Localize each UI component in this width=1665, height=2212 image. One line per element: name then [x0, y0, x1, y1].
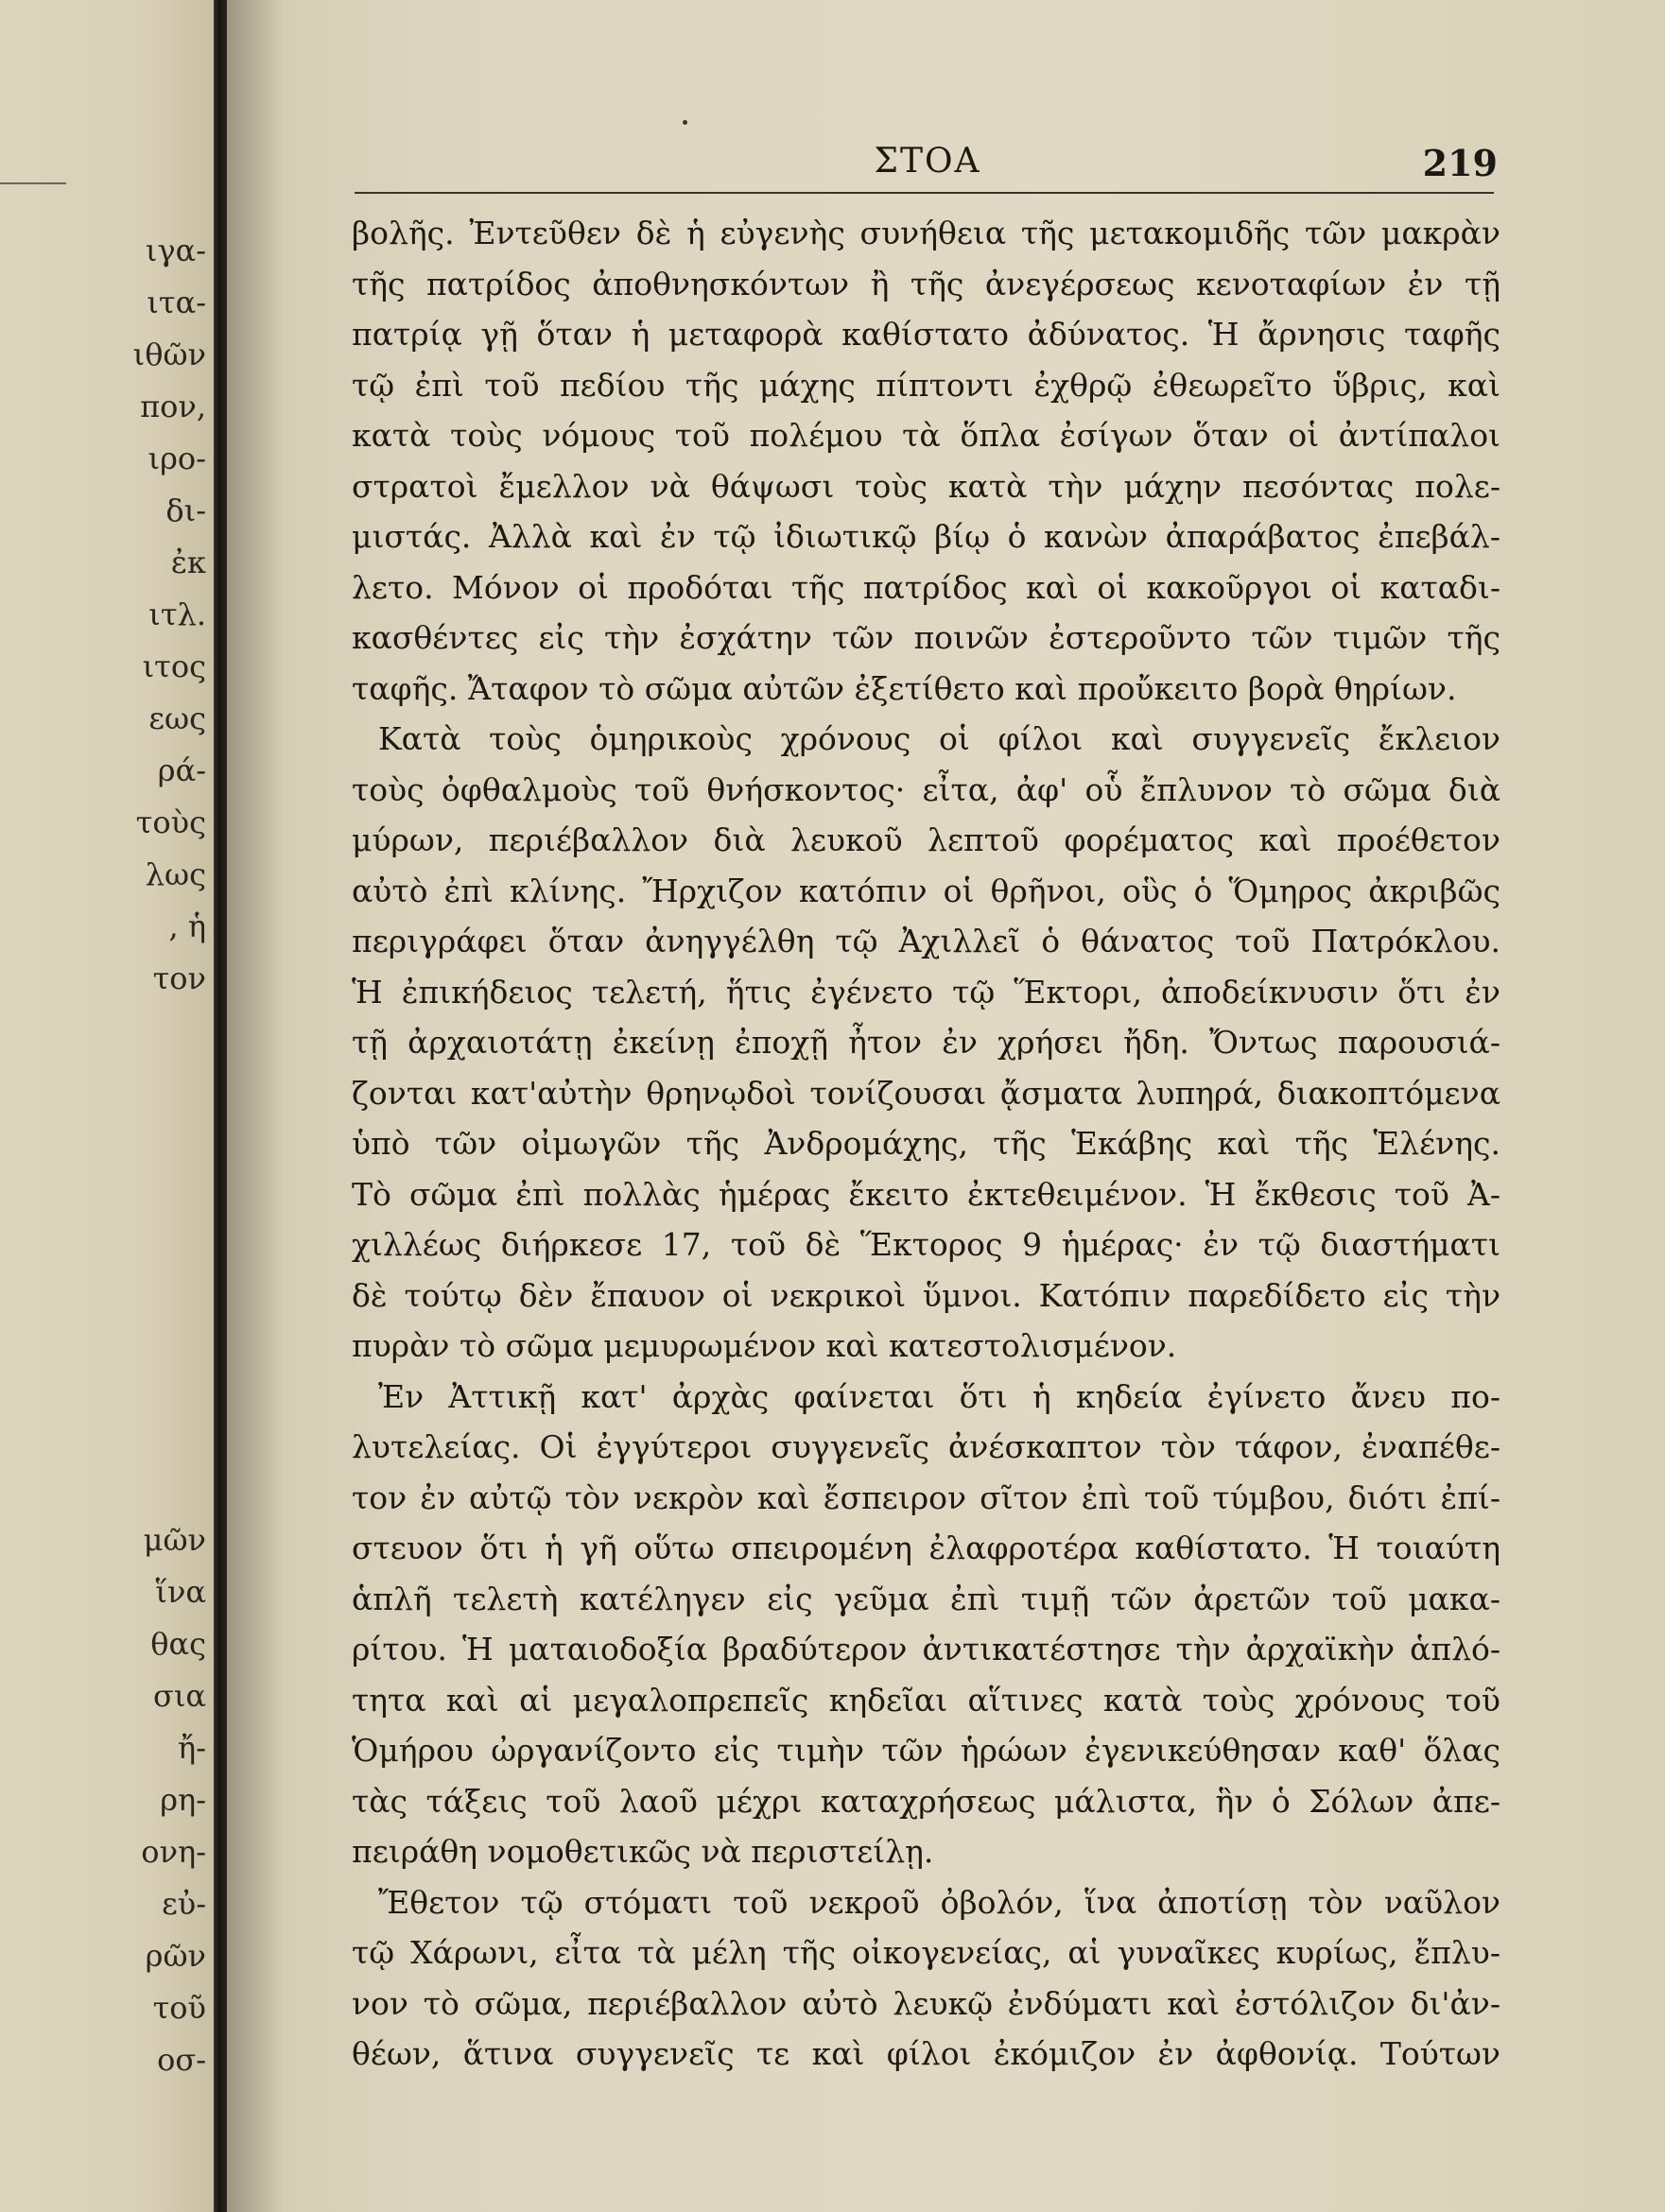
- facing-page-fragment: ρη-: [160, 1782, 206, 1818]
- gutter-shadow: [227, 0, 284, 2212]
- text-line: κασθέντες εἰς τὴν ἐσχάτην τῶν ποινῶν ἐστεροῦντο τῶν τιμῶν τῆς: [352, 619, 1500, 656]
- text-line: μιστάς. Ἀλλὰ καὶ ἐν τῷ ἰδιωτικῷ βίῳ ὁ κανὼν ἀπαράβατος ἐπεβάλ-: [352, 518, 1500, 555]
- facing-page-fragment: λως: [145, 856, 206, 892]
- text-line: ζονται κατ'αὐτὴν θρηνῳδοὶ τονίζουσαι ᾄσματα λυπηρά, διακοπτόμενα: [352, 1074, 1500, 1112]
- facing-page-fragment: μῶν: [143, 1522, 206, 1558]
- text-line: ρίτου. Ἡ ματαιοδοξία βραδύτερον ἀντικατέστησε τὴν ἀρχαϊκὴν ἁπλό-: [352, 1631, 1500, 1668]
- text-line: αὐτὸ ἐπὶ κλίνης. Ἤρχιζον κατόπιν οἱ θρῆνοι, οὓς ὁ Ὅμηρος ἀκριβῶς: [352, 872, 1500, 909]
- text-line: μύρων, περιέβαλλον διὰ λευκοῦ λεπτοῦ φορέματος καὶ προέθετον: [352, 821, 1500, 858]
- text-line: ταφῆς. Ἄταφον τὸ σῶμα αὐτῶν ἐξετίθετο καὶ προὔκειτο βορὰ θηρίων.: [352, 669, 1457, 707]
- text-line: Ἔθετον τῷ στόματι τοῦ νεκροῦ ὀβολόν, ἵνα ἀποτίσῃ τὸν ναῦλον: [378, 1883, 1500, 1921]
- text-line: στευον ὅτι ἡ γῆ οὕτω σπειρομένη ἐλαφροτέρα καθίστατο. Ἡ τοιαύτη: [352, 1529, 1500, 1566]
- body-text: [352, 208, 1500, 2080]
- facing-page-fragment: ἤ-: [178, 1730, 206, 1766]
- page-title: ΣΤΟΑ: [874, 142, 981, 181]
- text-line: πειράθη νομοθετικῶς νὰ περιστείλῃ.: [352, 1833, 934, 1870]
- facing-page-fragment: ρά-: [157, 752, 206, 788]
- page-number: 219: [1422, 142, 1498, 184]
- text-line: περιγράφει ὅταν ἀνηγγέλθη τῷ Ἀχιλλεῖ ὁ θάνατος τοῦ Πατρόκλου.: [352, 923, 1500, 959]
- facing-page-fragment: οσ-: [157, 2042, 206, 2078]
- text-line: τοὺς ὀφθαλμοὺς τοῦ θνήσκοντος· εἶτα, ἀφ' οὗ ἔπλυνον τὸ σῶμα διὰ: [352, 770, 1500, 808]
- text-line: βολῆς. Ἐντεῦθεν δὲ ἡ εὐγενὴς συνήθεια τῆς μετακομιδῆς τῶν μακρὰν: [352, 215, 1500, 251]
- facing-page-fragment: τοὺς: [135, 804, 206, 840]
- running-head: [350, 142, 1505, 189]
- facing-page-fragment: ρῶν: [145, 1938, 206, 1974]
- text-line: Ἡ ἐπικήδειος τελετή, ἥτις ἐγένετο τῷ Ἕκτορι, ἀποδείκνυσιν ὅτι ἐν: [352, 973, 1500, 1011]
- text-line: πυρὰν τὸ σῶμα μεμυρωμένον καὶ κατεστολισμένον.: [352, 1327, 1177, 1364]
- text-line: τον ἐν αὐτῷ τὸν νεκρὸν καὶ ἔσπειρον σῖτον ἐπὶ τοῦ τύμβου, διότι ἐπί-: [352, 1478, 1500, 1516]
- text-line: πατρίᾳ γῇ ὅταν ἡ μεταφορὰ καθίστατο ἀδύνατος. Ἡ ἄρνησις ταφῆς: [352, 316, 1500, 353]
- facing-page-fragment: ιθῶν: [132, 337, 206, 372]
- text-line: στρατοὶ ἔμελλον νὰ θάψωσι τοὺς κατὰ τὴν μάχην πεσόντας πολε-: [352, 467, 1500, 505]
- header-rule: [355, 192, 1494, 194]
- facing-page-fragment: ἵνα: [155, 1574, 206, 1610]
- text-line: λετο. Μόνον οἱ προδόται τῆς πατρίδος καὶ οἱ κακοῦργοι οἱ καταδι-: [352, 568, 1500, 606]
- facing-page-fragment: εὐ-: [162, 1886, 206, 1922]
- text-line: ὑπὸ τῶν οἰμωγῶν τῆς Ἀνδρομάχης, τῆς Ἑκάβης καὶ τῆς Ἑλένης.: [352, 1125, 1500, 1162]
- facing-page-fragment: , ἡ: [168, 908, 206, 944]
- text-line: θέων, ἅτινα συγγενεῖς τε καὶ φίλοι ἐκόμιζον ἐν ἀφθονίᾳ. Τούτων: [352, 2035, 1500, 2072]
- text-line: τὰς τάξεις τοῦ λαοῦ μέχρι καταχρήσεως μάλιστα, ἣν ὁ Σόλων ἀπε-: [352, 1782, 1500, 1820]
- text-line: τῷ Χάρωνι, εἶτα τὰ μέλη τῆς οἰκογενείας, αἱ γυναῖκες κυρίως, ἔπλυ-: [352, 1934, 1500, 1971]
- text-line: ἁπλῆ τελετὴ κατέληγεν εἰς γεῦμα ἐπὶ τιμῇ τῶν ἀρετῶν τοῦ μακα-: [352, 1580, 1500, 1617]
- facing-page-rule: [0, 182, 66, 184]
- ink-speck: [683, 120, 687, 125]
- facing-page-fragment: ιτος: [142, 648, 206, 684]
- facing-page-fragment: ονη-: [141, 1834, 206, 1870]
- text-line: τῆς πατρίδος ἀποθνησκόντων ἢ τῆς ἀνεγέρσεως κενοταφίων ἐν τῇ: [352, 265, 1500, 302]
- facing-page-fragment: ιρο-: [147, 441, 206, 476]
- facing-page-fragment: σια: [153, 1678, 206, 1714]
- text-line: Ἐν Ἀττικῇ κατ' ἀρχὰς φαίνεται ὅτι ἡ κηδεία ἐγίνετο ἄνευ πο-: [378, 1377, 1500, 1415]
- facing-page-fragment: τοῦ: [152, 1990, 206, 2026]
- book-binding-gutter: [214, 0, 227, 2212]
- facing-page-fragment: ἐκ: [170, 544, 206, 580]
- facing-page-fragment: εως: [148, 700, 206, 736]
- text-line: Τὸ σῶμα ἐπὶ πολλὰς ἡμέρας ἔκειτο ἐκτεθειμένον. Ἡ ἔκθεσις τοῦ Ἀ-: [352, 1175, 1500, 1213]
- text-line: χιλλέως διήρκεσε 17, τοῦ δὲ Ἕκτορος 9 ἡμέρας· ἐν τῷ διαστήματι: [352, 1226, 1500, 1263]
- text-line: Κατὰ τοὺς ὁμηρικοὺς χρόνους οἱ φίλοι καὶ συγγενεῖς ἔκλειον: [378, 720, 1500, 757]
- text-line: τητα καὶ αἱ μεγαλοπρεπεῖς κηδεῖαι αἵτινες κατὰ τοὺς χρόνους τοῦ: [352, 1681, 1500, 1719]
- facing-page-fragment: ιγα-: [145, 233, 206, 268]
- facing-page-fragment: πον,: [140, 389, 206, 424]
- facing-page-edge: [0, 0, 214, 2212]
- text-line: Ὁμήρου ὠργανίζοντο εἰς τιμὴν τῶν ἡρώων ἐγενικεύθησαν καθ' ὅλας: [352, 1732, 1500, 1769]
- text-line: τῷ ἐπὶ τοῦ πεδίου τῆς μάχης πίπτοντι ἐχθρῷ ἐθεωρεῖτο ὕβρις, καὶ: [352, 366, 1500, 404]
- text-line: κατὰ τοὺς νόμους τοῦ πολέμου τὰ ὅπλα ἐσίγων ὅταν οἱ ἀντίπαλοι: [352, 417, 1500, 454]
- facing-page-fragment: τον: [152, 960, 206, 996]
- text-line: τῇ ἀρχαιοτάτῃ ἐκείνῃ ἐποχῇ ἦτον ἐν χρήσει ἤδη. Ὄντως παρουσιά-: [352, 1024, 1500, 1061]
- text-line: λυτελείας. Οἱ ἐγγύτεροι συγγενεῖς ἀνέσκαπτον τὸν τάφον, ἐναπέθε-: [352, 1428, 1500, 1465]
- text-line: νον τὸ σῶμα, περιέβαλλον αὐτὸ λευκῷ ἐνδύματι καὶ ἐστόλιζον δι'ἀν-: [352, 1984, 1500, 2022]
- facing-page-fragment: δι-: [165, 493, 206, 528]
- text-line: δὲ τούτῳ δὲν ἔπαυον οἱ νεκρικοὶ ὕμνοι. Κατόπιν παρεδίδετο εἰς τὴν: [352, 1276, 1500, 1314]
- facing-page-fragment: ιτα-: [147, 285, 206, 320]
- facing-page-fragment: ιτλ.: [148, 596, 206, 632]
- facing-page-fragment: θας: [150, 1626, 206, 1662]
